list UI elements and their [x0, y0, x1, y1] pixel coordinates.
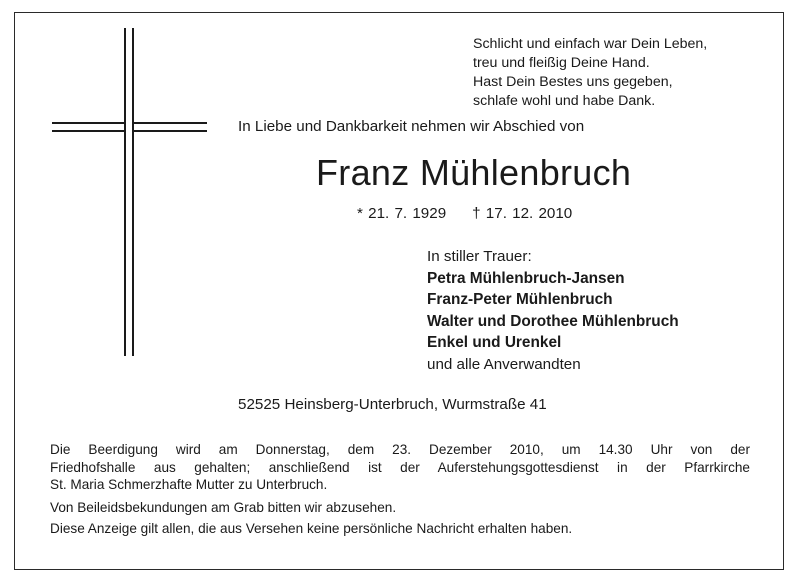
cross-icon: [52, 28, 212, 358]
funeral-line: Die Beerdigung wird am Donnerstag, dem 23. Dezember 2010, um 14.30 Uhr von der: [50, 442, 750, 457]
poem: [473, 35, 707, 111]
mourner-name: Petra Mühlenbruch-Jansen: [427, 269, 625, 287]
funeral-paragraph: [50, 441, 750, 494]
intro-text: In Liebe und Dankbarkeit nehmen wir Abschied von: [238, 118, 585, 135]
mourners-closing: und alle Anverwandten: [427, 355, 581, 373]
poem-line: Hast Dein Bestes uns gegeben,: [473, 74, 673, 90]
deceased-name: Franz Mühlenbruch: [316, 152, 632, 193]
life-dates: [357, 205, 572, 222]
poem-line: schlafe wohl und habe Dank.: [473, 93, 656, 109]
funeral-line: Friedhofshalle aus gehalten; anschließend ist der Auferstehungsgottesdienst in der Pfarrkirche: [50, 459, 750, 475]
mourner-name: Walter und Dorothee Mühlenbruch: [427, 312, 679, 330]
notice-note: Diese Anzeige gilt allen, die aus Versehen keine persönliche Nachricht erhalten haben.: [50, 521, 573, 536]
mourner-name: Franz-Peter Mühlenbruch: [427, 291, 613, 308]
mourners-heading: In stiller Trauer:: [427, 248, 532, 265]
mourners-block: [427, 246, 679, 375]
poem-line: treu und fleißig Deine Hand.: [473, 55, 650, 71]
poem-line: Schlicht und einfach war Dein Leben,: [473, 36, 708, 52]
funeral-line: St. Maria Schmerzhafte Mutter zu Unterbruch.: [50, 477, 328, 493]
death-date: † 17. 12. 2010: [472, 205, 573, 222]
birth-date: * 21. 7. 1929: [357, 205, 447, 222]
mourner-name: Enkel und Urenkel: [427, 334, 562, 351]
address: 52525 Heinsberg-Unterbruch, Wurmstraße 41: [238, 396, 547, 413]
condolence-note: Von Beileidsbekundungen am Grab bitten wir abzusehen.: [50, 500, 397, 515]
